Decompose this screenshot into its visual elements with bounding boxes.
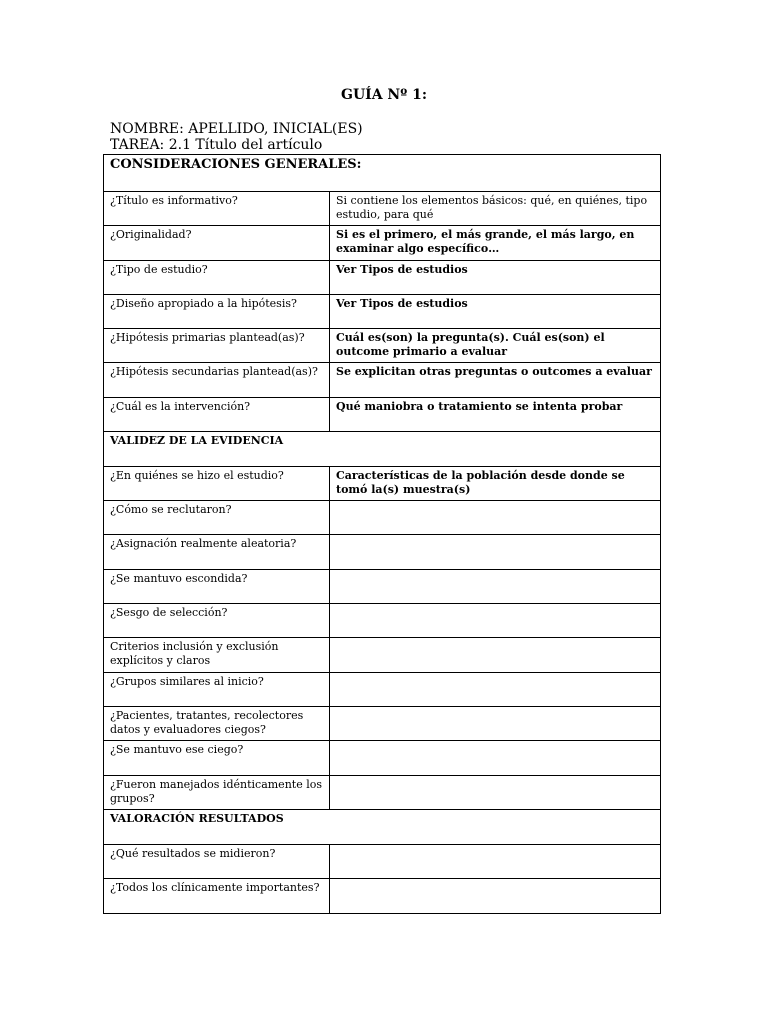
answer-cell — [330, 741, 661, 776]
section-heading: VALIDEZ DE LA EVIDENCIA — [104, 432, 661, 467]
question-cell: ¿Título es informativo? — [104, 192, 330, 226]
tarea-line: TAREA: 2.1 Título del artículo — [110, 137, 323, 153]
table-row — [104, 604, 661, 638]
table-row — [104, 226, 661, 261]
question-cell: Criterios inclusión y exclusión explícitos y claros — [104, 638, 330, 673]
answer-cell: Ver Tipos de estudios — [330, 261, 661, 295]
question-cell: ¿Sesgo de selección? — [104, 604, 330, 638]
answer-cell — [330, 776, 661, 810]
table-row — [104, 329, 661, 363]
answer-cell: Ver Tipos de estudios — [330, 295, 661, 329]
table-row — [104, 535, 661, 570]
table-row — [104, 501, 661, 535]
question-cell: ¿Todos los clínicamente importantes? — [104, 879, 330, 914]
table-row — [104, 570, 661, 604]
question-cell: ¿Asignación realmente aleatoria? — [104, 535, 330, 570]
answer-cell: Características de la población desde donde se tomó la(s) muestra(s) — [330, 467, 661, 501]
section-header-row — [104, 155, 661, 192]
section-heading: VALORACIÓN RESULTADOS — [104, 810, 661, 845]
table-row — [104, 741, 661, 776]
answer-cell: Si es el primero, el más grande, el más largo, en examinar algo específico… — [330, 226, 661, 261]
question-cell: ¿Hipótesis primarias plantead(as)? — [104, 329, 330, 363]
table-row — [104, 192, 661, 226]
answer-cell: Se explicitan otras preguntas o outcomes a evaluar — [330, 363, 661, 398]
table-row — [104, 638, 661, 673]
section-heading: CONSIDERACIONES GENERALES: — [104, 155, 661, 192]
answer-cell — [330, 673, 661, 707]
answer-cell — [330, 570, 661, 604]
answer-cell: Qué maniobra o tratamiento se intenta probar — [330, 398, 661, 432]
question-cell: ¿Grupos similares al inicio? — [104, 673, 330, 707]
table-row — [104, 776, 661, 810]
table-row — [104, 707, 661, 741]
answer-cell — [330, 501, 661, 535]
table-row — [104, 467, 661, 501]
section-header-row — [104, 432, 661, 467]
answer-cell — [330, 845, 661, 879]
table-row — [104, 295, 661, 329]
question-cell: ¿Se mantuvo escondida? — [104, 570, 330, 604]
question-cell: ¿Fueron manejados idénticamente los grupos? — [104, 776, 330, 810]
guide-table — [103, 154, 661, 914]
page-title: GUÍA Nº 1: — [340, 87, 428, 103]
answer-cell: Si contiene los elementos básicos: qué, en quiénes, tipo estudio, para qué — [330, 192, 661, 226]
question-cell: ¿Se mantuvo ese ciego? — [104, 741, 330, 776]
table-row — [104, 845, 661, 879]
guide-table-body — [104, 155, 661, 914]
section-header-row — [104, 810, 661, 845]
question-cell: ¿Tipo de estudio? — [104, 261, 330, 295]
table-row — [104, 363, 661, 398]
table-row — [104, 398, 661, 432]
nombre-line: NOMBRE: APELLIDO, INICIAL(ES) — [110, 121, 363, 137]
question-cell: ¿Cómo se reclutaron? — [104, 501, 330, 535]
question-cell: ¿En quiénes se hizo el estudio? — [104, 467, 330, 501]
answer-cell — [330, 707, 661, 741]
question-cell: ¿Cuál es la intervención? — [104, 398, 330, 432]
question-cell: ¿Hipótesis secundarias plantead(as)? — [104, 363, 330, 398]
question-cell: ¿Originalidad? — [104, 226, 330, 261]
question-cell: ¿Qué resultados se midieron? — [104, 845, 330, 879]
question-cell: ¿Pacientes, tratantes, recolectores datos y evaluadores ciegos? — [104, 707, 330, 741]
question-cell: ¿Diseño apropiado a la hipótesis? — [104, 295, 330, 329]
answer-cell — [330, 604, 661, 638]
table-row — [104, 879, 661, 914]
table-row — [104, 261, 661, 295]
answer-cell — [330, 535, 661, 570]
answer-cell — [330, 638, 661, 673]
answer-cell: Cuál es(son) la pregunta(s). Cuál es(son) el outcome primario a evaluar — [330, 329, 661, 363]
answer-cell — [330, 879, 661, 914]
table-row — [104, 673, 661, 707]
